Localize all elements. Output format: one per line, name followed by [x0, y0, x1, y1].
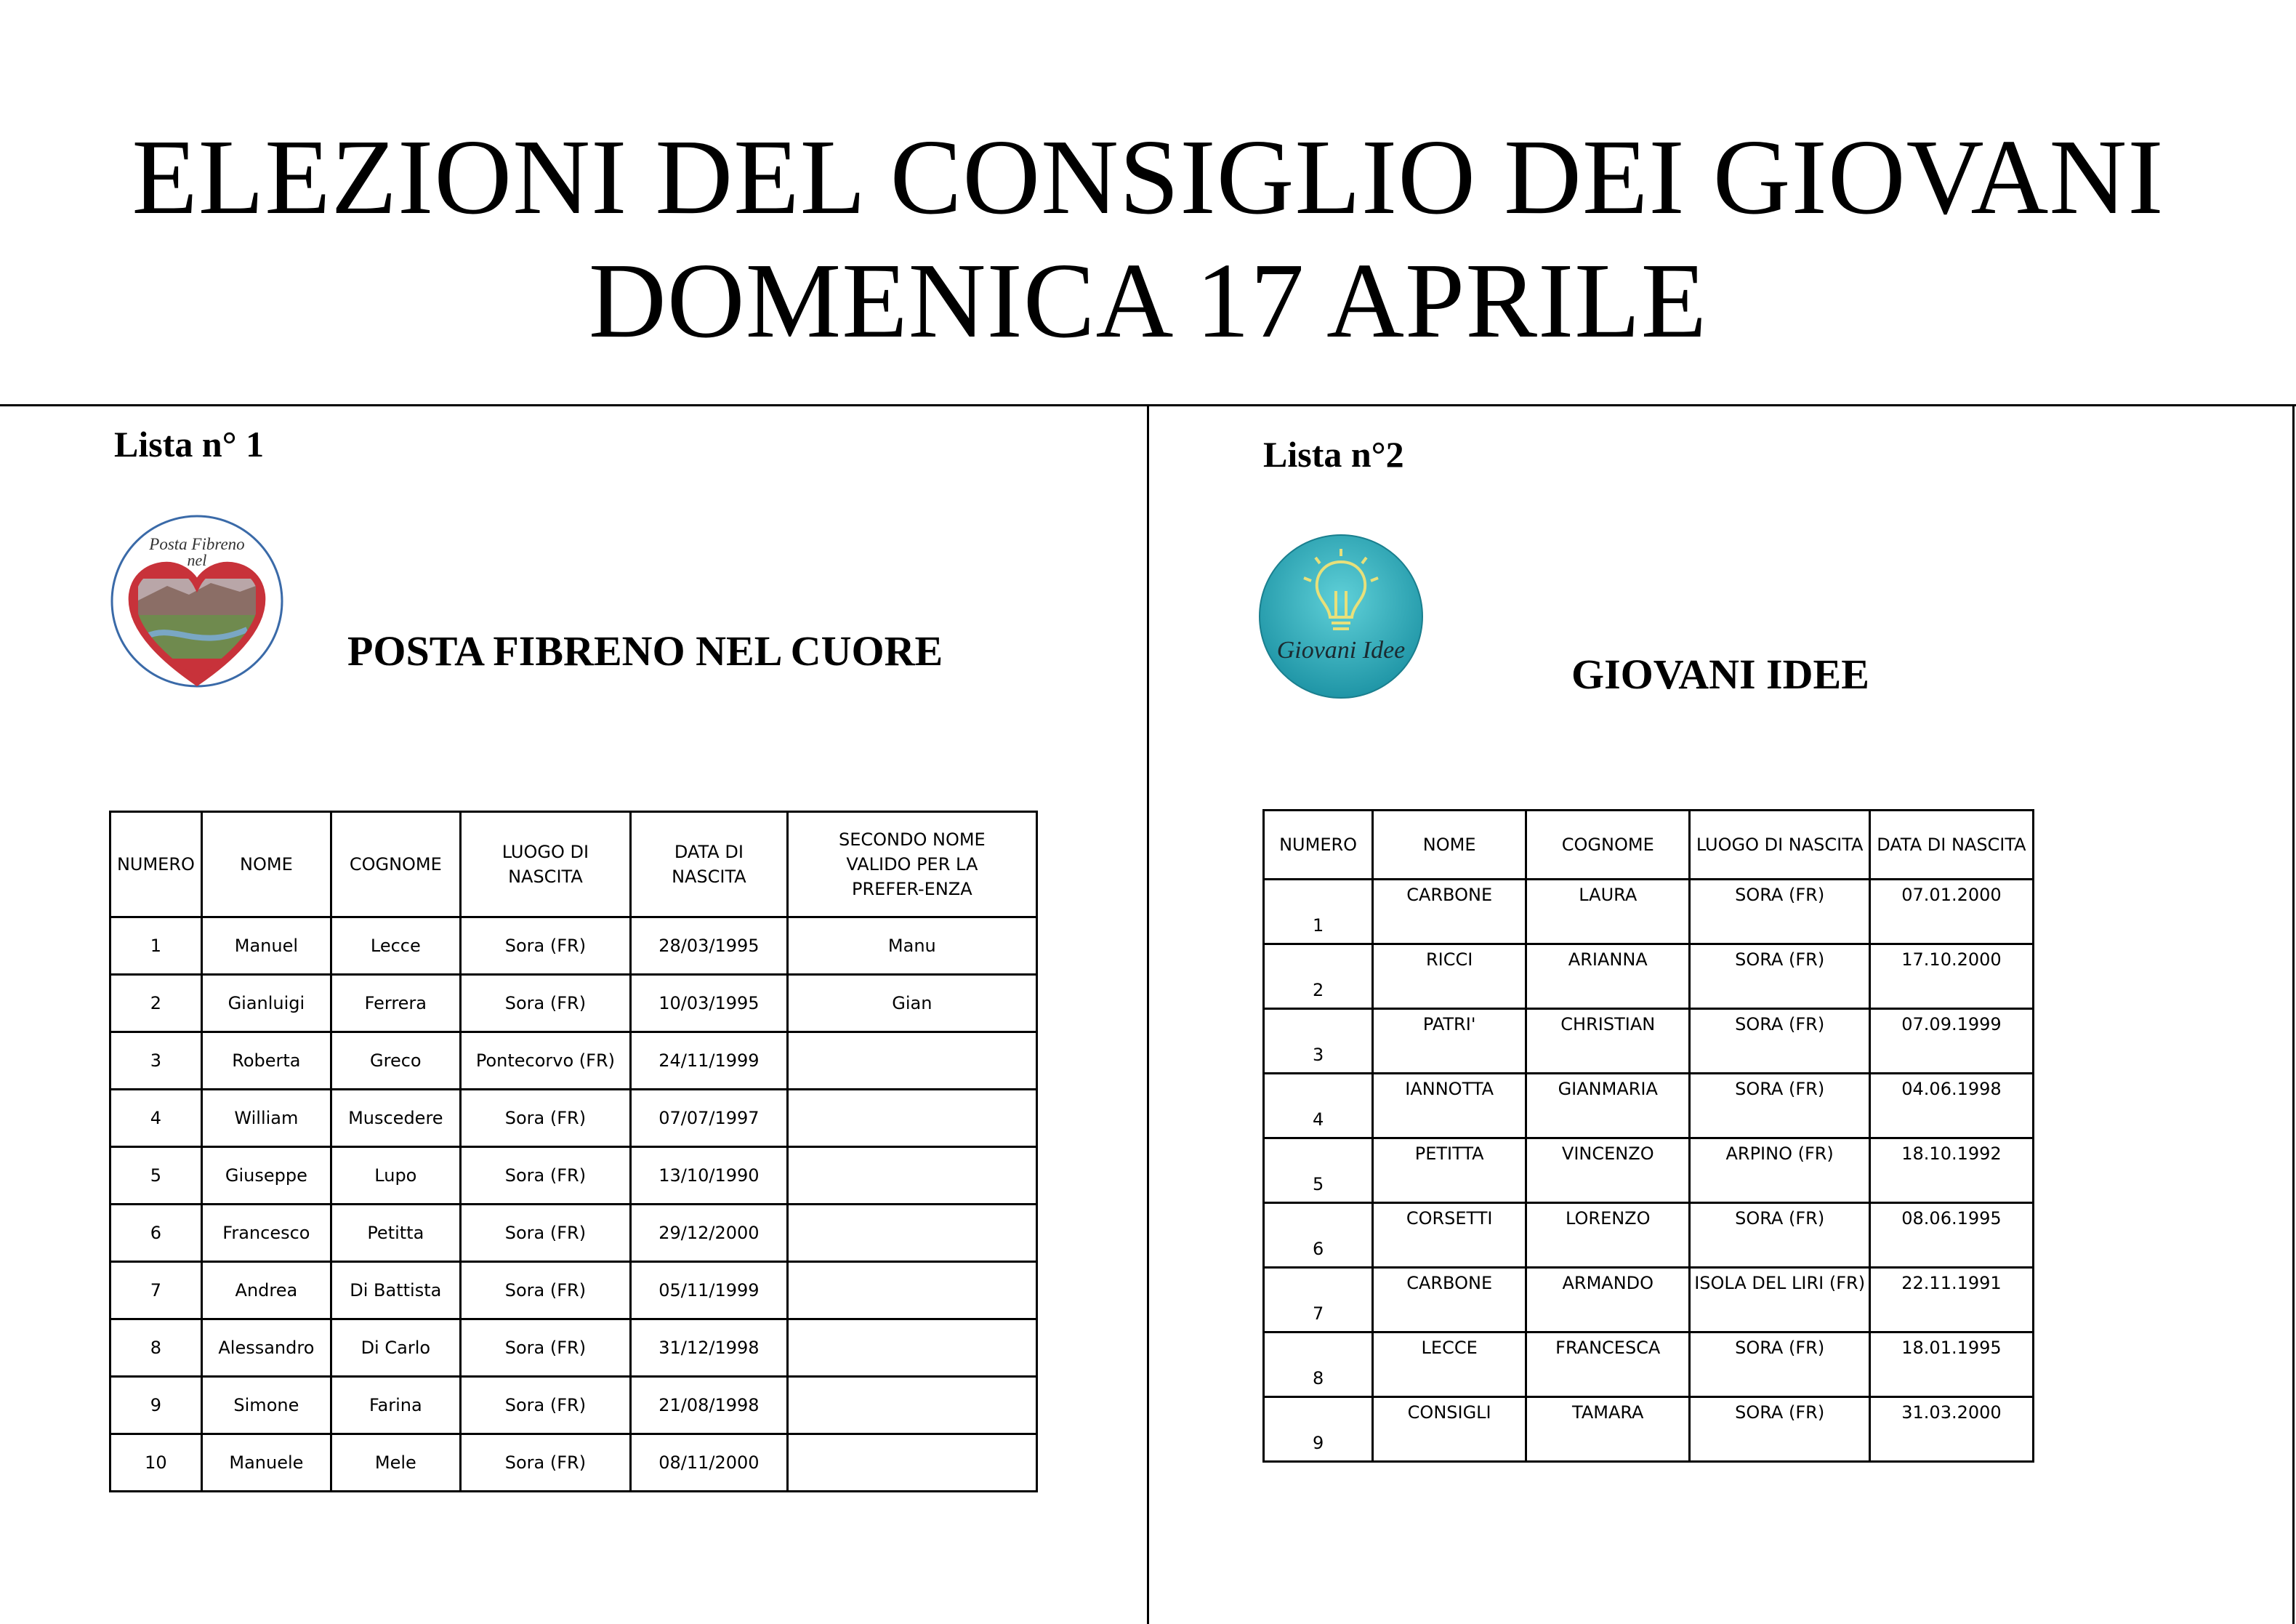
cell-cognome: Greco — [331, 1032, 460, 1090]
vertical-divider — [1147, 404, 1149, 1624]
cell-nome: LECCE — [1373, 1332, 1526, 1397]
cell-luogo: ISOLA DEL LIRI (FR) — [1690, 1268, 1870, 1332]
cell-cognome: VINCENZO — [1526, 1138, 1690, 1203]
cell-cognome: Lupo — [331, 1147, 460, 1205]
col-header: NUMERO — [110, 812, 202, 917]
cell-secondo — [787, 1319, 1036, 1377]
logo2-text: Giovani Idee — [1276, 637, 1406, 664]
cell-numero: 8 — [1264, 1332, 1373, 1397]
cell-numero: 1 — [110, 917, 202, 975]
table-header-row — [110, 812, 1037, 917]
table-row — [1264, 1138, 2034, 1203]
cell-luogo: SORA (FR) — [1690, 880, 1870, 944]
cell-nome: RICCI — [1373, 944, 1526, 1009]
cell-nome: CONSIGLI — [1373, 1397, 1526, 1462]
cell-data: 07.09.1999 — [1869, 1009, 2033, 1074]
cell-data: 13/10/1990 — [631, 1147, 788, 1205]
lista1-party-name: POSTA FIBRENO NEL CUORE — [347, 627, 943, 675]
col-header: DATA DI NASCITA — [631, 812, 788, 917]
cell-luogo: Sora (FR) — [460, 1434, 630, 1492]
cell-secondo — [787, 1205, 1036, 1262]
cell-cognome: Mele — [331, 1434, 460, 1492]
cell-numero: 4 — [1264, 1074, 1373, 1138]
cell-luogo: SORA (FR) — [1690, 1332, 1870, 1397]
cell-nome: Roberta — [201, 1032, 331, 1090]
cell-nome: Gianluigi — [201, 975, 331, 1032]
lista1-label: Lista n° 1 — [114, 424, 265, 465]
cell-data: 24/11/1999 — [631, 1032, 788, 1090]
cell-luogo: Sora (FR) — [460, 1319, 630, 1377]
cell-cognome: FRANCESCA — [1526, 1332, 1690, 1397]
cell-data: 18.01.1995 — [1869, 1332, 2033, 1397]
logo1-text-bottom: nel — [187, 551, 207, 569]
cell-data: 08.06.1995 — [1869, 1203, 2033, 1268]
cell-numero: 7 — [110, 1262, 202, 1319]
cell-numero: 9 — [1264, 1397, 1373, 1462]
table-row — [110, 975, 1037, 1032]
cell-nome: PETITTA — [1373, 1138, 1526, 1203]
cell-nome: CARBONE — [1373, 880, 1526, 944]
page-title-line1: ELEZIONI DEL CONSIGLIO DEI GIOVANI — [132, 118, 2164, 237]
cell-nome: Giuseppe — [201, 1147, 331, 1205]
cell-cognome: GIANMARIA — [1526, 1074, 1690, 1138]
cell-cognome: Muscedere — [331, 1090, 460, 1147]
cell-numero: 2 — [110, 975, 202, 1032]
cell-luogo: ARPINO (FR) — [1690, 1138, 1870, 1203]
col-header: NOME — [1373, 811, 1526, 880]
cell-secondo: Gian — [787, 975, 1036, 1032]
cell-numero: 7 — [1264, 1268, 1373, 1332]
col-header: SECONDO NOME VALIDO PER LA PREFER-ENZA — [787, 812, 1036, 917]
cell-cognome: TAMARA — [1526, 1397, 1690, 1462]
cell-data: 04.06.1998 — [1869, 1074, 2033, 1138]
cell-cognome: CHRISTIAN — [1526, 1009, 1690, 1074]
cell-luogo: Sora (FR) — [460, 1262, 630, 1319]
cell-nome: PATRI' — [1373, 1009, 1526, 1074]
table-row — [110, 1262, 1037, 1319]
lista2-table — [1262, 809, 2034, 1463]
posta-fibreno-logo — [109, 513, 285, 689]
cell-cognome: Di Battista — [331, 1262, 460, 1319]
table-row — [1264, 1009, 2034, 1074]
cell-cognome: Lecce — [331, 917, 460, 975]
cell-data: 18.10.1992 — [1869, 1138, 2033, 1203]
cell-secondo — [787, 1377, 1036, 1434]
table-row — [1264, 1074, 2034, 1138]
cell-luogo: SORA (FR) — [1690, 1397, 1870, 1462]
cell-luogo: SORA (FR) — [1690, 1009, 1870, 1074]
table-row — [110, 917, 1037, 975]
cell-secondo — [787, 1262, 1036, 1319]
cell-numero: 1 — [1264, 880, 1373, 944]
table-row — [110, 1032, 1037, 1090]
lista2-party-name: GIOVANI IDEE — [1571, 651, 1869, 698]
table-row — [1264, 1397, 2034, 1462]
table-row — [110, 1205, 1037, 1262]
table-row — [1264, 944, 2034, 1009]
logo1-text-top: Posta Fibreno — [149, 535, 245, 553]
cell-luogo: Sora (FR) — [460, 1090, 630, 1147]
cell-numero: 9 — [110, 1377, 202, 1434]
cell-luogo: SORA (FR) — [1690, 1074, 1870, 1138]
cell-data: 07.01.2000 — [1869, 880, 2033, 944]
cell-nome: Manuele — [201, 1434, 331, 1492]
cell-luogo: Sora (FR) — [460, 917, 630, 975]
cell-luogo: Sora (FR) — [460, 975, 630, 1032]
right-border — [2292, 404, 2295, 1624]
cell-nome: Simone — [201, 1377, 331, 1434]
col-header: COGNOME — [331, 812, 460, 917]
cell-numero: 5 — [1264, 1138, 1373, 1203]
cell-secondo — [787, 1090, 1036, 1147]
cell-data: 22.11.1991 — [1869, 1268, 2033, 1332]
cell-cognome: LAURA — [1526, 880, 1690, 944]
cell-luogo: Pontecorvo (FR) — [460, 1032, 630, 1090]
cell-data: 08/11/2000 — [631, 1434, 788, 1492]
cell-cognome: ARIANNA — [1526, 944, 1690, 1009]
cell-cognome: Ferrera — [331, 975, 460, 1032]
table-row — [1264, 880, 2034, 944]
table-row — [110, 1090, 1037, 1147]
cell-numero: 8 — [110, 1319, 202, 1377]
cell-numero: 3 — [1264, 1009, 1373, 1074]
col-header: LUOGO DI NASCITA — [1690, 811, 1870, 880]
cell-nome: CARBONE — [1373, 1268, 1526, 1332]
cell-data: 07/07/1997 — [631, 1090, 788, 1147]
cell-nome: CORSETTI — [1373, 1203, 1526, 1268]
cell-nome: Manuel — [201, 917, 331, 975]
table-header-row — [1264, 811, 2034, 880]
cell-cognome: LORENZO — [1526, 1203, 1690, 1268]
cell-luogo: Sora (FR) — [460, 1377, 630, 1434]
cell-numero: 6 — [1264, 1203, 1373, 1268]
cell-luogo: Sora (FR) — [460, 1147, 630, 1205]
table-row — [110, 1377, 1037, 1434]
cell-data: 21/08/1998 — [631, 1377, 788, 1434]
table-row — [110, 1147, 1037, 1205]
cell-data: 29/12/2000 — [631, 1205, 788, 1262]
col-header: NOME — [201, 812, 331, 917]
cell-cognome: Farina — [331, 1377, 460, 1434]
cell-numero: 4 — [110, 1090, 202, 1147]
page-title-line2: DOMENICA 17 APRILE — [588, 241, 1708, 361]
cell-numero: 6 — [110, 1205, 202, 1262]
col-header: DATA DI NASCITA — [1869, 811, 2033, 880]
cell-data: 05/11/1999 — [631, 1262, 788, 1319]
cell-nome: William — [201, 1090, 331, 1147]
col-header: LUOGO DI NASCITA — [460, 812, 630, 917]
cell-cognome: ARMANDO — [1526, 1268, 1690, 1332]
cell-numero: 2 — [1264, 944, 1373, 1009]
cell-data: 10/03/1995 — [631, 975, 788, 1032]
giovani-idee-logo — [1257, 533, 1425, 700]
cell-numero: 5 — [110, 1147, 202, 1205]
cell-nome: Alessandro — [201, 1319, 331, 1377]
table-row — [1264, 1203, 2034, 1268]
cell-nome: IANNOTTA — [1373, 1074, 1526, 1138]
cell-luogo: SORA (FR) — [1690, 1203, 1870, 1268]
cell-numero: 10 — [110, 1434, 202, 1492]
cell-nome: Andrea — [201, 1262, 331, 1319]
cell-cognome: Petitta — [331, 1205, 460, 1262]
col-header: NUMERO — [1264, 811, 1373, 880]
table-row — [110, 1319, 1037, 1377]
cell-secondo: Manu — [787, 917, 1036, 975]
cell-nome: Francesco — [201, 1205, 331, 1262]
cell-data: 31.03.2000 — [1869, 1397, 2033, 1462]
cell-data: 17.10.2000 — [1869, 944, 2033, 1009]
cell-secondo — [787, 1147, 1036, 1205]
cell-cognome: Di Carlo — [331, 1319, 460, 1377]
cell-luogo: Sora (FR) — [460, 1205, 630, 1262]
table-row — [1264, 1268, 2034, 1332]
cell-numero: 3 — [110, 1032, 202, 1090]
cell-secondo — [787, 1032, 1036, 1090]
table-row — [1264, 1332, 2034, 1397]
cell-luogo: SORA (FR) — [1690, 944, 1870, 1009]
table-row — [110, 1434, 1037, 1492]
lista2-label: Lista n°2 — [1263, 434, 1404, 475]
cell-data: 28/03/1995 — [631, 917, 788, 975]
cell-secondo — [787, 1434, 1036, 1492]
lista1-table — [109, 811, 1038, 1492]
col-header: COGNOME — [1526, 811, 1690, 880]
cell-data: 31/12/1998 — [631, 1319, 788, 1377]
